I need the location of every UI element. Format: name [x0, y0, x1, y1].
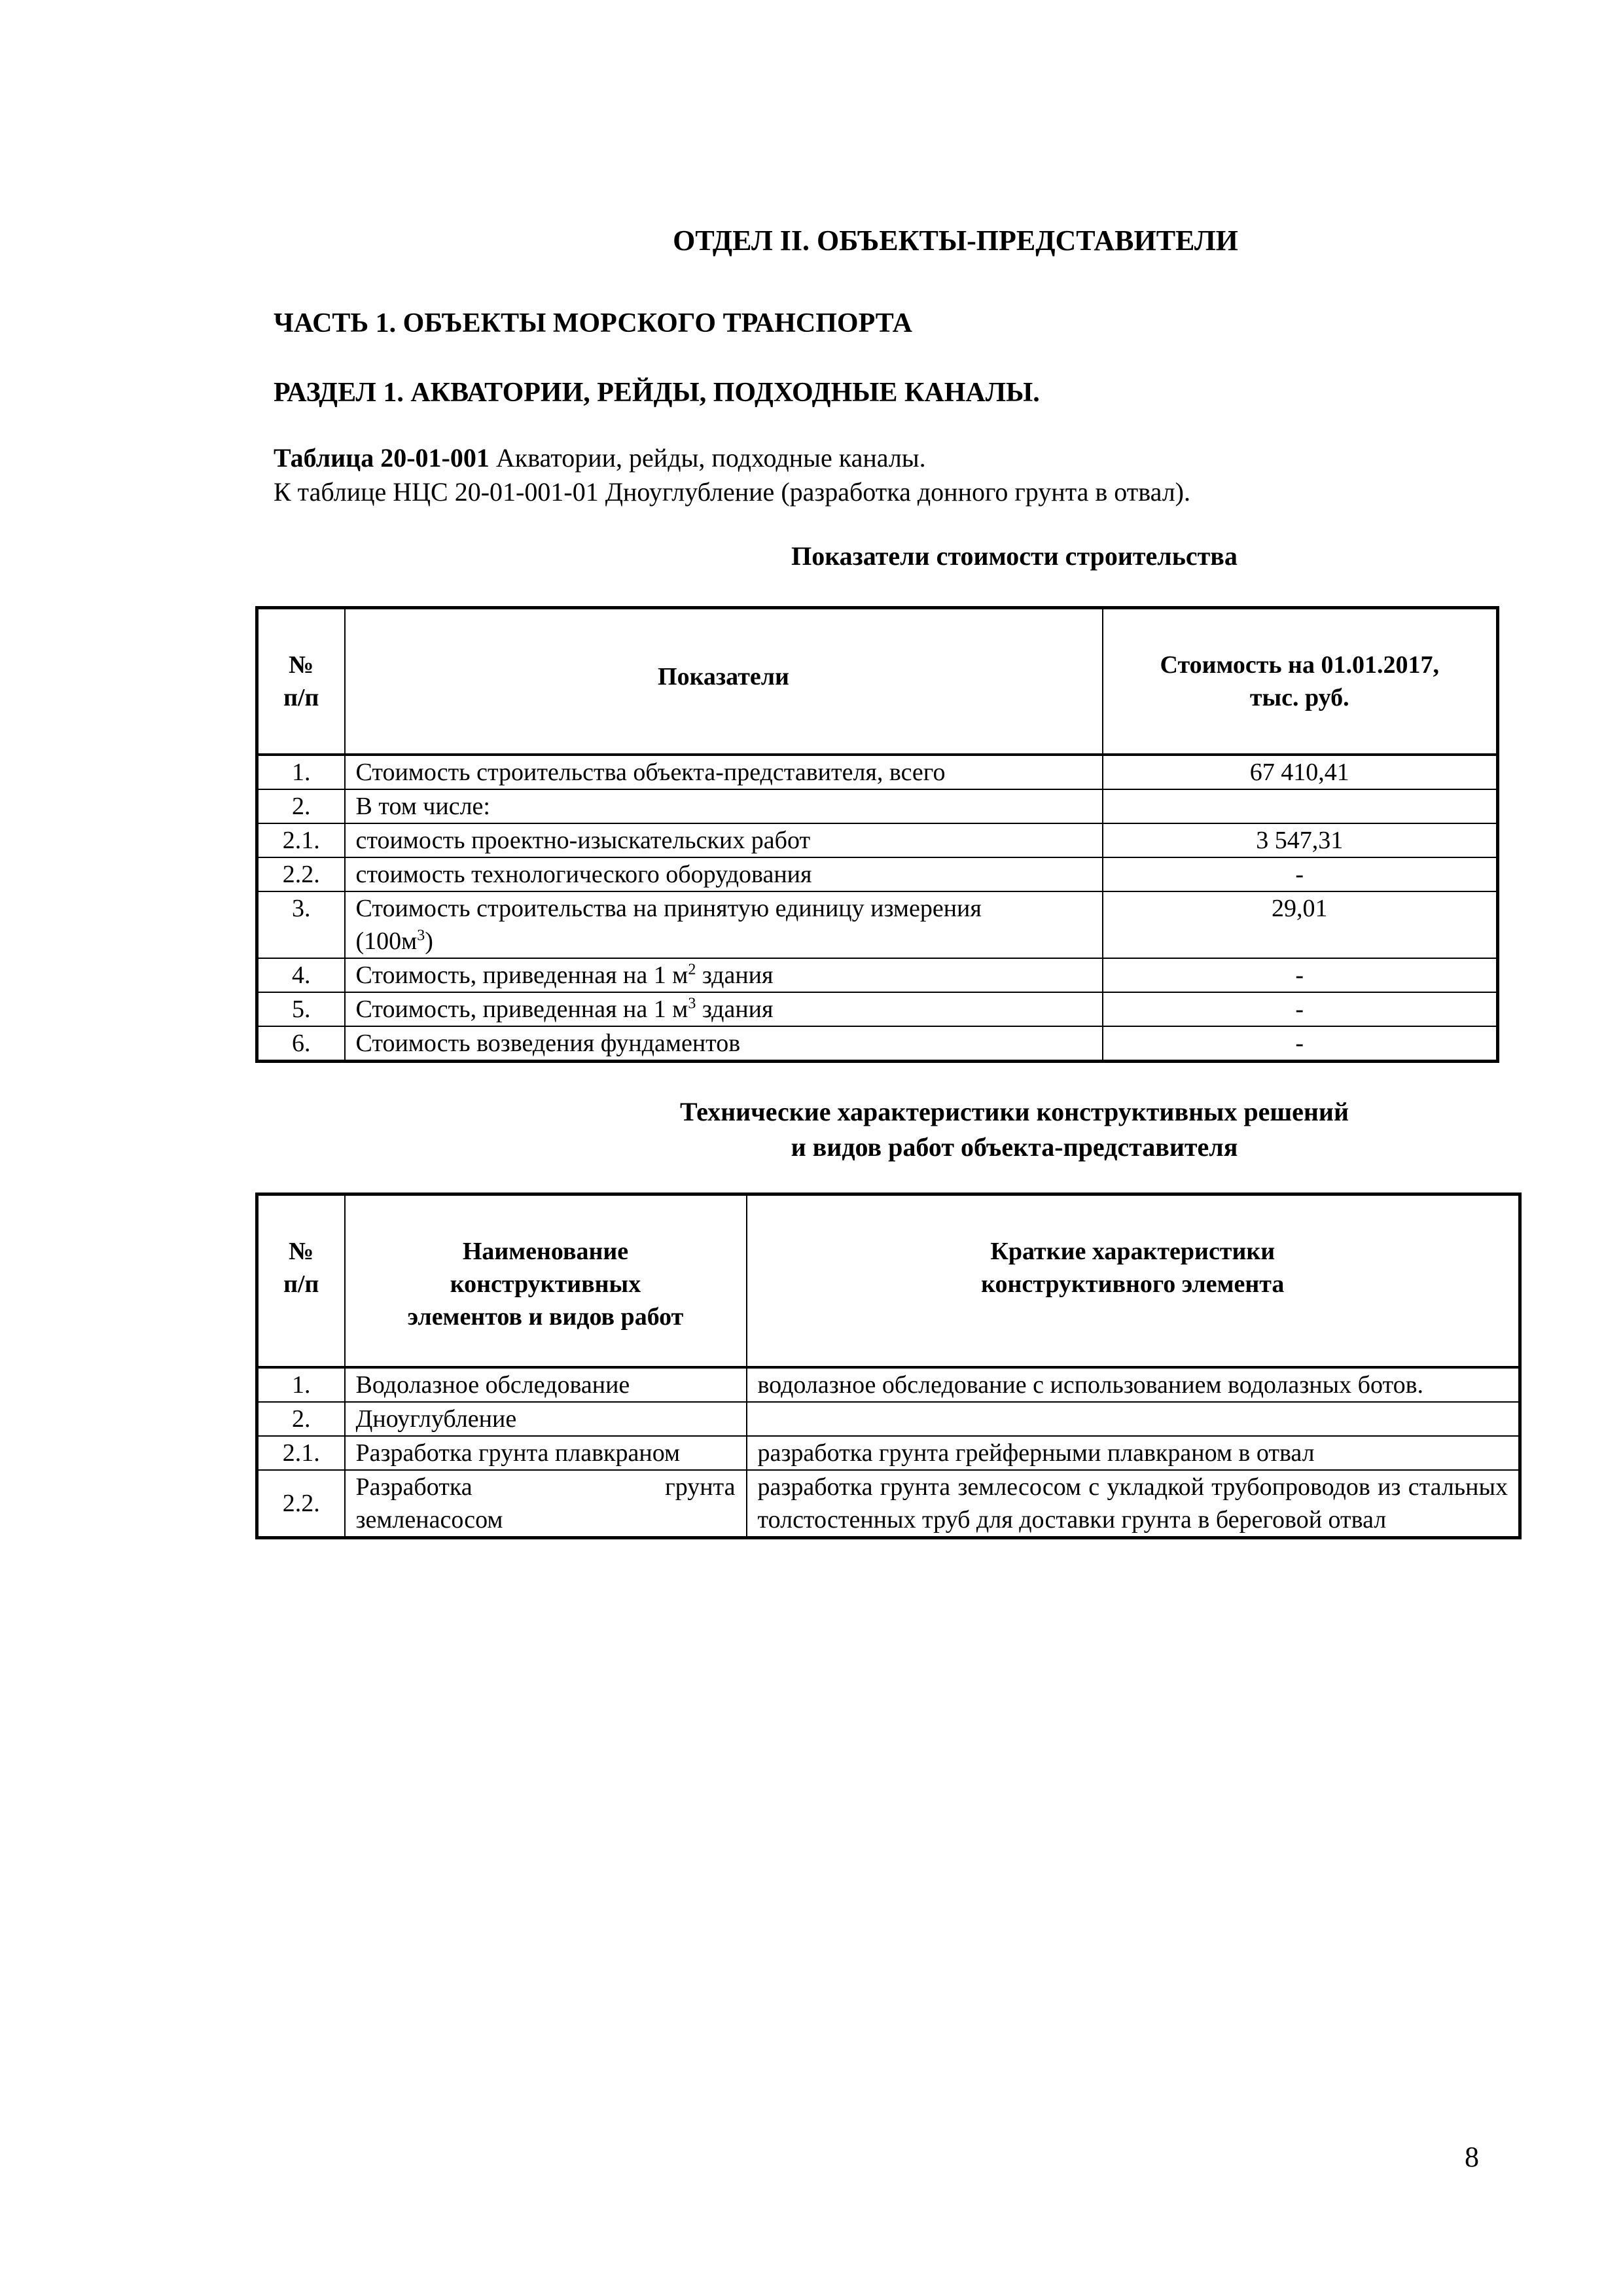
table-row	[257, 1402, 1520, 1436]
tech-header-name	[345, 1194, 747, 1367]
cost-header-cost	[1103, 608, 1498, 755]
cost-header-cost-line2: тыс. руб.	[1249, 683, 1349, 711]
row-num: 2.1.	[257, 823, 345, 857]
table-row	[257, 1436, 1520, 1470]
row-label: Стоимость возведения фундаментов	[345, 1026, 1103, 1062]
row-name: Водолазное обследование	[345, 1367, 747, 1402]
table-reference	[274, 442, 926, 473]
cost-header-indicator: Показатели	[345, 608, 1103, 755]
row-value	[1103, 789, 1498, 823]
row-num: 4.	[257, 958, 345, 992]
table-row	[257, 1367, 1520, 1402]
row-name-line1	[356, 1471, 736, 1503]
table-row	[257, 958, 1498, 992]
row-label: стоимость проектно-изыскательских работ	[345, 823, 1103, 857]
row-label: Стоимость строительства объекта-представителя, всего	[345, 755, 1103, 789]
row-num: 1.	[257, 1367, 345, 1402]
tech-header-desc	[747, 1194, 1520, 1367]
part-heading: ЧАСТЬ 1. ОБЪЕКТЫ МОРСКОГО ТРАНСПОРТА	[274, 308, 912, 338]
row-label	[345, 992, 1103, 1026]
row-label	[345, 958, 1103, 992]
row-value: -	[1103, 992, 1498, 1026]
ncs-reference: К таблице НЦС 20-01-001-01 Дноуглубление (разработка донного грунта в отвал).	[274, 477, 1190, 507]
row-label	[345, 891, 1103, 958]
department-heading: ОТДЕЛ II. ОБЪЕКТЫ-ПРЕДСТАВИТЕЛИ	[673, 224, 1238, 257]
unit-exponent: 3	[417, 926, 425, 944]
row-num: 3.	[257, 891, 345, 958]
cost-header-num	[257, 608, 345, 755]
table-row	[257, 891, 1498, 958]
cost-header-num-line2: п/п	[283, 683, 319, 711]
row-value: -	[1103, 1026, 1498, 1062]
row-num: 1.	[257, 755, 345, 789]
tech-header-num	[257, 1194, 345, 1367]
table-row	[257, 992, 1498, 1026]
table-row	[257, 857, 1498, 891]
tech-table-caption	[255, 1094, 1623, 1165]
table-row	[257, 789, 1498, 823]
table-row	[257, 1470, 1520, 1538]
page-number: 8	[1465, 2141, 1479, 2173]
cost-header-cost-line1: Стоимость на 01.01.2017,	[1160, 651, 1439, 679]
row-value: 3 547,31	[1103, 823, 1498, 857]
row-label-text: Стоимость, приведенная на 1 м	[355, 995, 688, 1023]
section-heading: РАЗДЕЛ 1. АКВАТОРИИ, РЕЙДЫ, ПОДХОДНЫЕ КАНАЛЫ.	[274, 378, 1040, 408]
tech-caption-line1: Технические характеристики конструктивных решений	[679, 1097, 1349, 1126]
row-value: 29,01	[1103, 891, 1498, 958]
row-label-line2: (100м	[355, 927, 418, 955]
row-name	[345, 1470, 747, 1538]
unit-exponent: 2	[688, 960, 696, 978]
tech-header-num-line2: п/п	[283, 1270, 319, 1298]
row-value: -	[1103, 958, 1498, 992]
row-num: 2.2.	[257, 1470, 345, 1538]
tech-table	[255, 1193, 1522, 1539]
row-name: Разработка грунта плавкраном	[345, 1436, 747, 1470]
tech-table-header	[257, 1194, 1520, 1367]
row-num: 2.1.	[257, 1436, 345, 1470]
row-value: -	[1103, 857, 1498, 891]
unit-exponent: 3	[688, 994, 696, 1012]
cost-table-caption: Показатели стоимости строительства	[791, 541, 1238, 571]
cost-header-num-line1: №	[289, 651, 314, 679]
row-name: Дноуглубление	[345, 1402, 747, 1436]
row-desc: разработка грунта землесосом с укладкой трубопроводов из стальных толстостенных труб для доставки грунта в береговой отвал	[747, 1470, 1520, 1538]
row-name-word1: Разработка	[355, 1473, 473, 1501]
tech-header-name-line1: Наименование	[462, 1238, 629, 1265]
cost-table-header	[257, 608, 1498, 755]
tech-caption-line2: и видов работ объекта-представителя	[791, 1132, 1238, 1162]
table-row	[257, 1026, 1498, 1062]
row-label-end: здания	[696, 961, 774, 989]
tech-header-num-line1: №	[289, 1238, 314, 1265]
table-reference-text: Акватории, рейды, подходные каналы.	[489, 443, 926, 473]
tech-header-name-line3: элементов и видов работ	[407, 1303, 684, 1331]
row-label-line1: Стоимость строительства на принятую единицу измерения	[355, 894, 982, 922]
row-desc: разработка грунта грейферными плавкраном в отвал	[747, 1436, 1520, 1470]
row-label-line2-end: )	[425, 927, 433, 955]
tech-header-desc-line1: Краткие характеристики	[990, 1238, 1275, 1265]
row-label: стоимость технологического оборудования	[345, 857, 1103, 891]
cost-table	[255, 606, 1499, 1063]
row-num: 6.	[257, 1026, 345, 1062]
tech-header-name-line2: конструктивных	[450, 1270, 641, 1298]
row-name-line2: земленасосом	[355, 1505, 503, 1534]
table-row	[257, 755, 1498, 789]
row-num: 2.	[257, 1402, 345, 1436]
row-value: 67 410,41	[1103, 755, 1498, 789]
row-name-word2: грунта	[665, 1473, 736, 1501]
row-label-end: здания	[696, 995, 774, 1023]
table-row	[257, 823, 1498, 857]
row-num: 2.2.	[257, 857, 345, 891]
row-label: В том числе:	[345, 789, 1103, 823]
row-num: 5.	[257, 992, 345, 1026]
table-reference-bold: Таблица 20-01-001	[274, 443, 490, 473]
row-num: 2.	[257, 789, 345, 823]
row-desc: водолазное обследование с использованием водолазных ботов.	[747, 1367, 1520, 1402]
tech-header-desc-line2: конструктивного элемента	[981, 1270, 1285, 1298]
row-label-text: Стоимость, приведенная на 1 м	[355, 961, 688, 989]
row-desc	[747, 1402, 1520, 1436]
